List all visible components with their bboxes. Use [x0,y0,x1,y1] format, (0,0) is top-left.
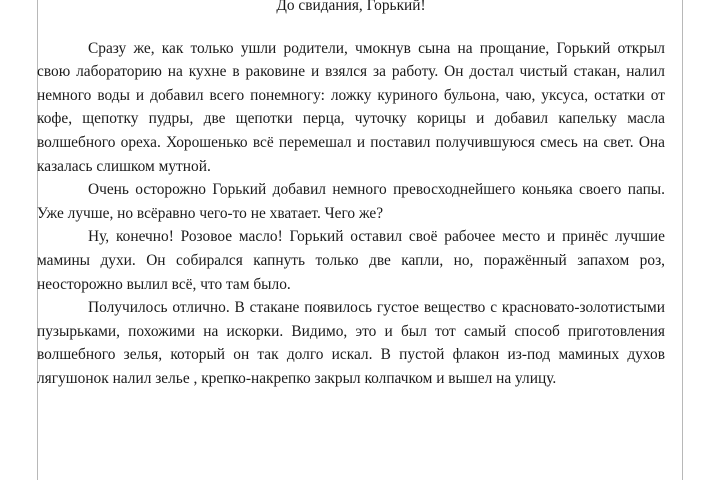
document-title: До свидания, Горький! [276,0,426,14]
paragraph-4: Получилось отлично. В стакане появилось густое вещество с красновато-золотистыми пузырьками, похожими на искорки. Видимо, это и был тот самый способ приготовления волшебного зелья, который он так долго искал. В пустой флакон из-под маминых духов лягушонок налил зелье , крепко-накрепко закрыл колпачком и вышел на улицу. [37,299,665,387]
right-margin-line [682,0,683,480]
document-body [37,0,665,391]
paragraph-2: Очень осторожно Горький добавил немного превосходнейшего коньяка своего папы. Уже лучше, но всёравно чего-то не хватает. Чего же? [37,181,665,222]
paragraph-3: Ну, конечно! Розовое масло! Горький оставил своё рабочее место и принёс лучшие мамины духи. Он собирался капнуть только две капли, но, поражённый запахом роз, неосторожно вылил всё, что там было. [37,228,665,293]
paragraph-1: Сразу же, как только ушли родители, чмокнув сына на прощание, Горький открыл свою лабораторию на кухне в раковине и взялся за работу. Он достал чистый стакан, налил немного воды и добавил всего понемногу: ложку куриного бульона, чаю, уксуса, остатки от кофе, щепотку пудры, две щепотки перца, чуточку корицы и добавил капельку масла волшебного ореха. Хорошенько всё перемешал и поставил получившуюся смесь на свет. Она казалась слишком мутной. [37,39,665,175]
